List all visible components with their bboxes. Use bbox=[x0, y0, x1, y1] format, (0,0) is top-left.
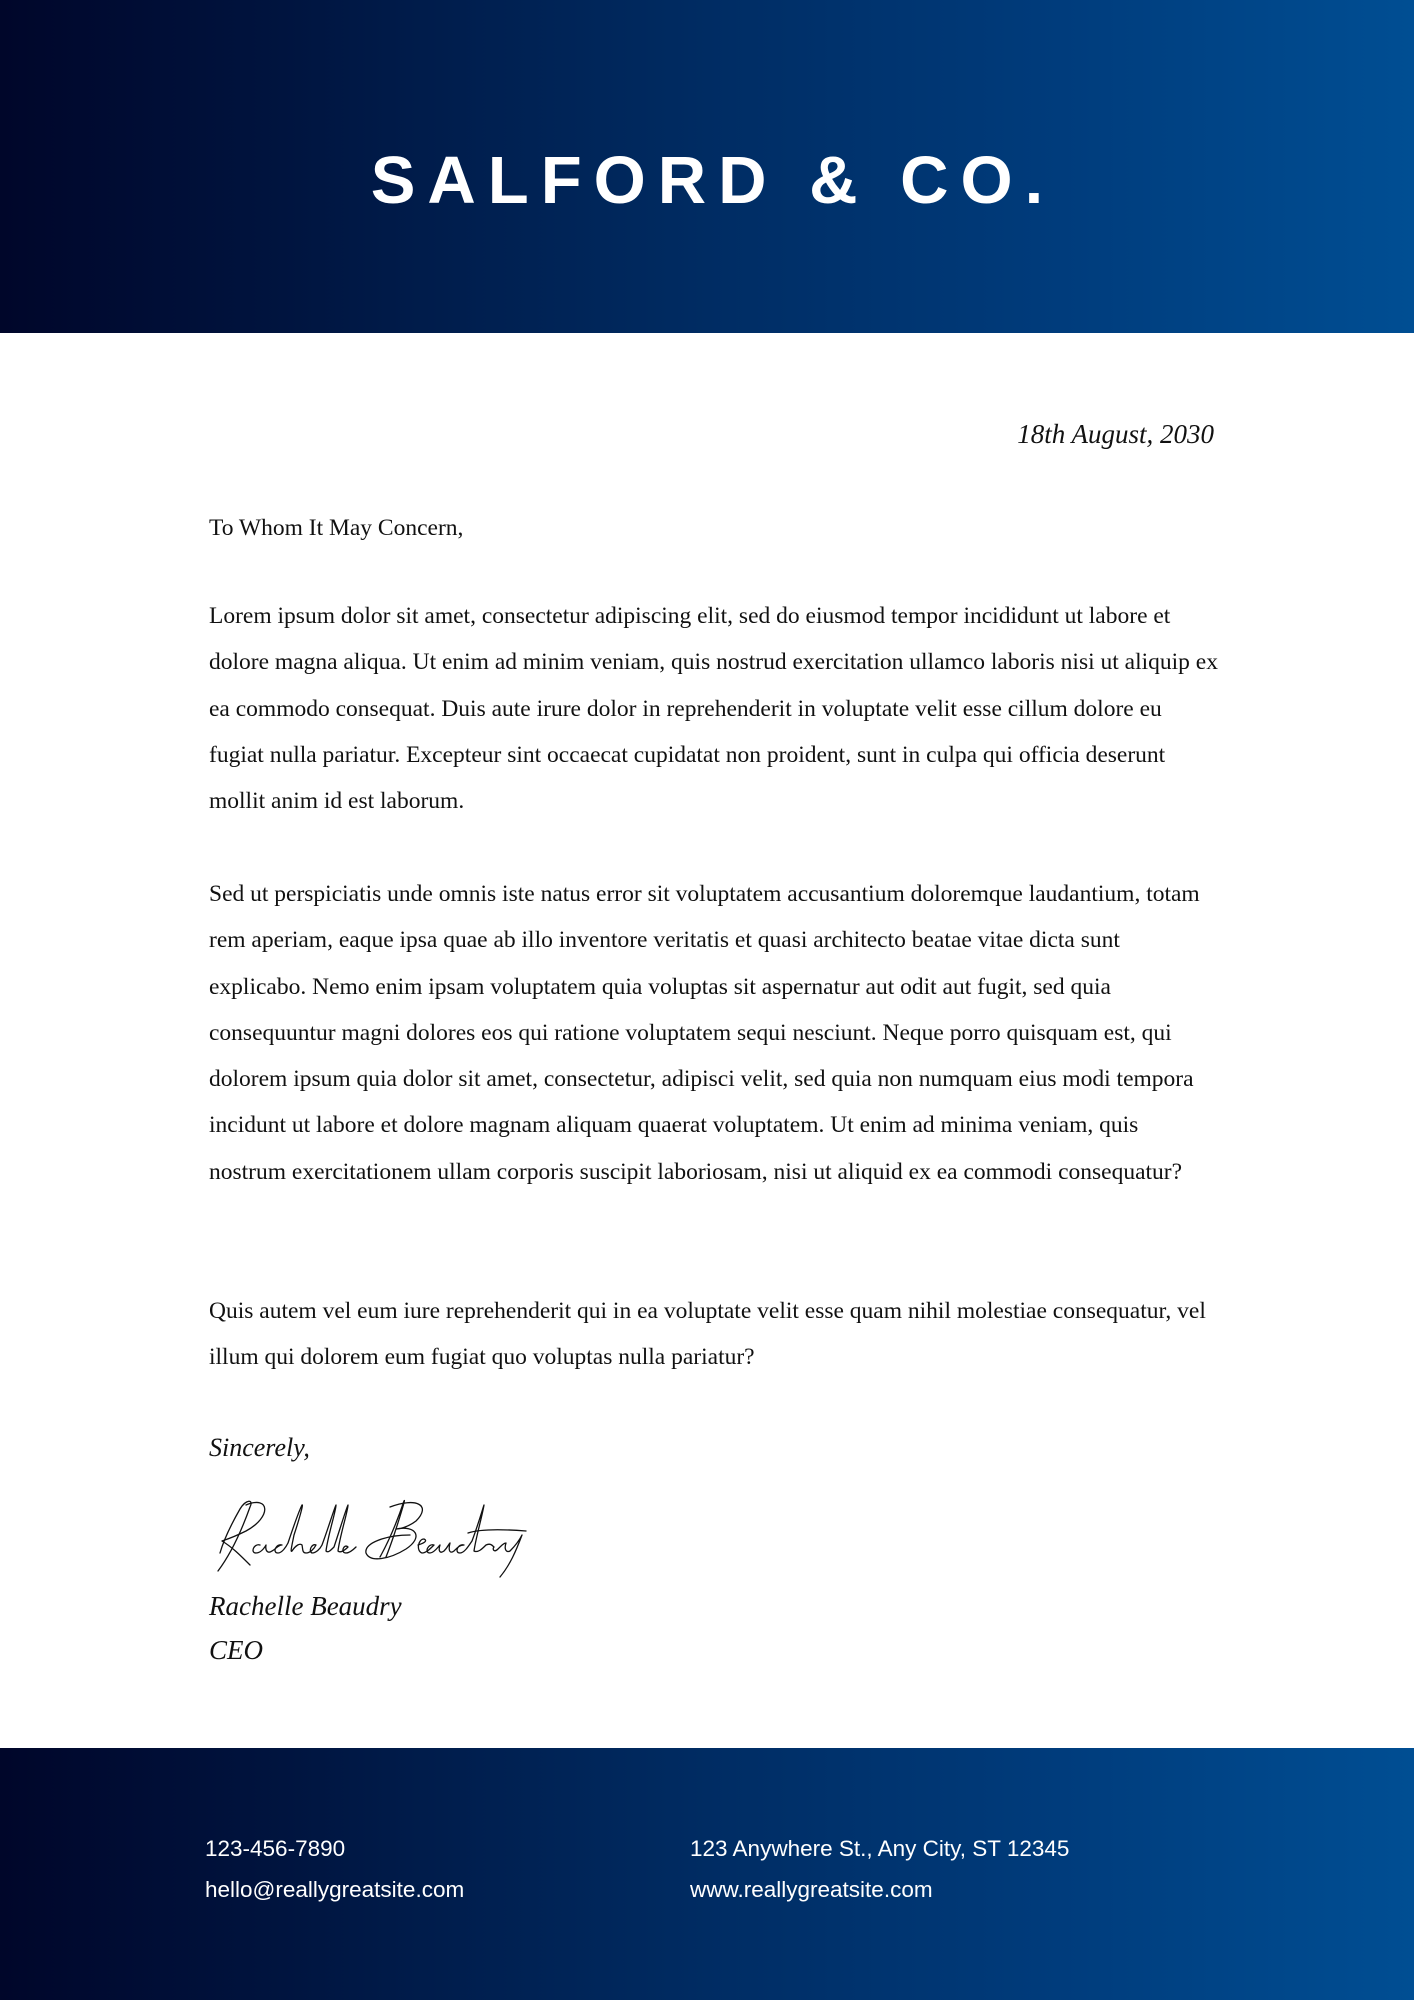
body-paragraph-3: Quis autem vel eum iure reprehenderit qui in ea voluptate velit esse quam nihil molestiae consequatur, vel illum qui dolorem eum fugiat quo voluptas nulla pariatur? bbox=[209, 1298, 1206, 1371]
salutation: To Whom It May Concern, bbox=[209, 515, 464, 541]
letter-date: 18th August, 2030 bbox=[1017, 419, 1214, 449]
signer-name: Rachelle Beaudry bbox=[209, 1591, 402, 1621]
company-name: SALFORD & CO. bbox=[370, 143, 1056, 218]
footer-address: 123 Anywhere St., Any City, ST 12345 bbox=[690, 1836, 1070, 1861]
footer-website[interactable]: www.reallygreatsite.com bbox=[690, 1877, 933, 1902]
letterhead-banner bbox=[0, 0, 1414, 333]
body-paragraph-1: Lorem ipsum dolor sit amet, consectetur adipiscing elit, sed do eiusmod tempor incididunt ut labore et dolore magna aliqua. Ut enim ad minim veniam, quis nostrud exercitation ullamco laboris nisi ut aliquip ex ea commodo consequat. Duis aute irure dolor in reprehenderit in voluptate velit esse cillum dolore eu fugiat nulla pariatur. Excepteur sint occaecat cupidatat non proident, sunt in culpa qui officia deserunt mollit anim id est laborum. bbox=[209, 603, 1218, 815]
signer-title: CEO bbox=[209, 1635, 263, 1665]
footer-phone[interactable]: 123-456-7890 bbox=[205, 1836, 346, 1861]
body-paragraph-2: Sed ut perspiciatis unde omnis iste natus error sit voluptatem accusantium doloremque laudantium, totam rem aperiam, eaque ipsa quae ab illo inventore veritatis et quasi architecto beatae vitae dicta sunt explicabo. Nemo enim ipsam voluptatem quia voluptas sit aspernatur aut odit aut fugit, sed quia consequuntur magni dolores eos qui ratione voluptatem sequi nesciunt. Neque porro quisquam est, qui dolorem ipsum quia dolor sit amet, consectetur, adipisci velit, sed quia non numquam eius modi tempora incidunt ut labore et dolore magnam aliquam quaerat voluptatem. Ut enim ad minima veniam, quis nostrum exercitationem ullam corporis suscipit laboriosam, nisi ut aliquid ex ea commodi consequatur? bbox=[209, 881, 1200, 1185]
footer-banner bbox=[0, 1748, 1414, 2000]
signature-icon bbox=[210, 1495, 550, 1585]
footer-email[interactable]: hello@reallygreatsite.com bbox=[205, 1877, 465, 1902]
closing: Sincerely, bbox=[209, 1433, 310, 1462]
